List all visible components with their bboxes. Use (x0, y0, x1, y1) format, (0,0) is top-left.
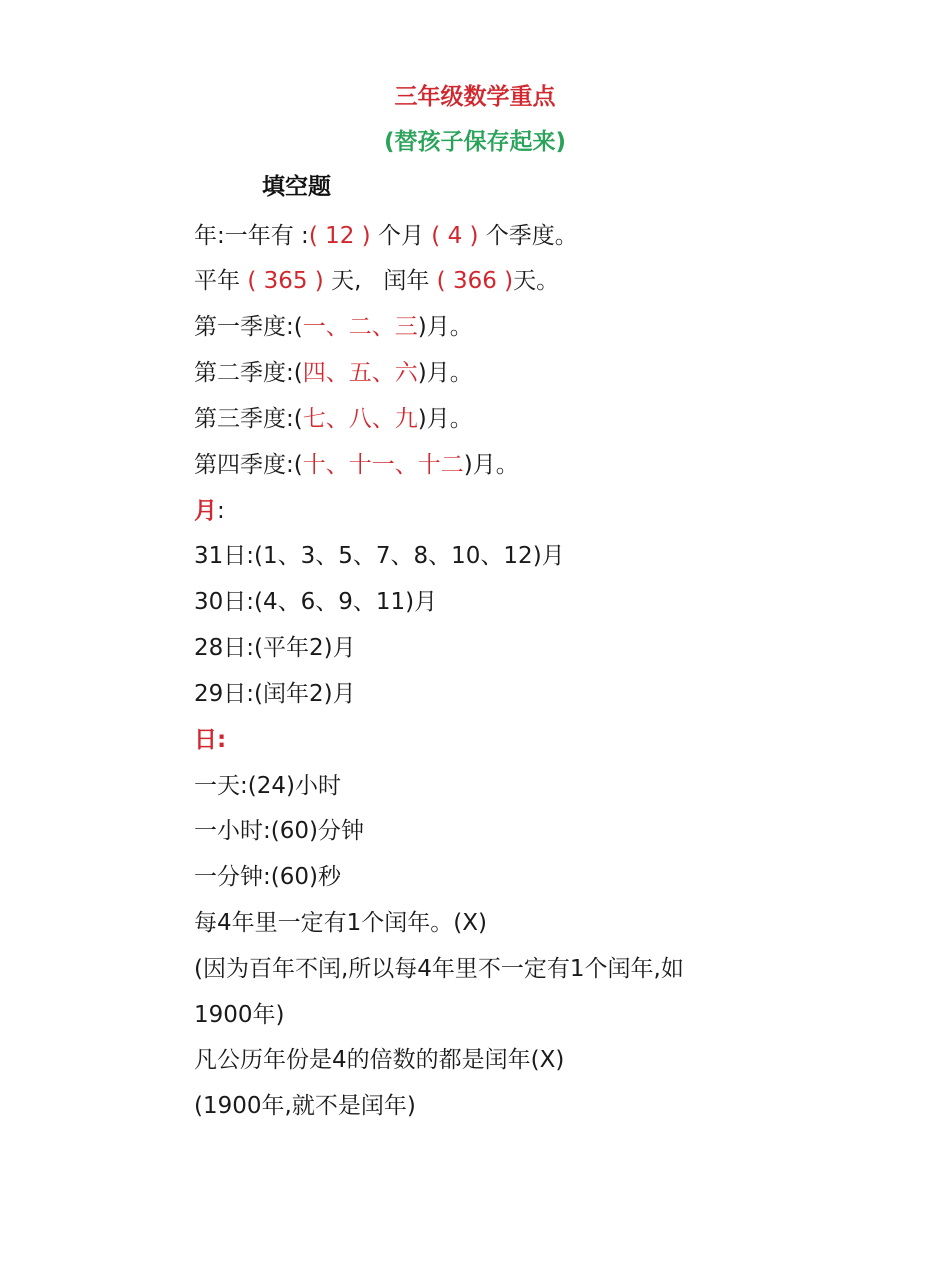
year-line-mid: 个月 (370, 223, 432, 249)
quarter-suffix: )月。 (417, 406, 473, 432)
months-value: ( 12 ) (308, 223, 371, 249)
common-leap-mid: 天, 闰年 (323, 268, 437, 294)
quarter-line (194, 404, 473, 434)
month-heading (194, 496, 225, 526)
day-heading: 日: (194, 727, 227, 753)
quarter-line (194, 450, 519, 480)
common-leap-prefix: 平年 (194, 268, 248, 294)
leap-year-statement: 每4年里一定有1个闰年。(X) (194, 910, 487, 936)
quarter-months-value: 一、二、三 (302, 314, 418, 340)
common-leap-suffix: 天。 (513, 268, 560, 294)
quarter-line (194, 312, 473, 342)
day-fact-line: 一小时:(60)分钟 (194, 818, 364, 844)
year-line-suffix: 个季度。 (478, 223, 578, 249)
common-leap-days-line (194, 266, 559, 296)
document-title: 三年级数学重点 (394, 84, 556, 110)
leap-year-explanation: (1900年,就不是闰年) (194, 1093, 416, 1119)
month-heading-label: 月 (194, 498, 217, 524)
month-days-line: 28日:(平年2)月 (194, 635, 356, 661)
leap-year-days-value: ( 366 ) (436, 268, 514, 294)
quarter-months-value: 十、十一、十二 (302, 452, 464, 478)
quarter-line (194, 358, 473, 388)
month-days-line: 29日:(闰年2)月 (194, 681, 356, 707)
year-months-line (194, 221, 578, 251)
leap-year-statement: 凡公历年份是4的倍数的都是闰年(X) (194, 1047, 565, 1073)
quarter-label: 第三季度:( (194, 406, 303, 432)
quarter-suffix: )月。 (417, 360, 473, 386)
day-fact-line: 一分钟:(60)秒 (194, 864, 341, 890)
quarter-label: 第一季度:( (194, 314, 303, 340)
common-year-days-value: ( 365 ) (247, 268, 324, 294)
quarter-label: 第二季度:( (194, 360, 303, 386)
leap-year-explanation: 1900年) (194, 1002, 285, 1028)
document-subtitle: (替孩子保存起来) (383, 129, 567, 155)
quarter-label: 第四季度:( (194, 452, 303, 478)
quarter-months-value: 七、八、九 (302, 406, 418, 432)
month-days-line: 30日:(4、6、9、11)月 (194, 589, 438, 615)
leap-year-explanation: (因为百年不闰,所以每4年里不一定有1个闰年,如 (194, 956, 684, 982)
quarter-suffix: )月。 (463, 452, 519, 478)
month-days-line: 31日:(1、3、5、7、8、10、12)月 (194, 543, 565, 569)
month-heading-colon: : (217, 498, 225, 524)
quarter-suffix: )月。 (417, 314, 473, 340)
day-fact-line: 一天:(24)小时 (194, 773, 341, 799)
quarter-months-value: 四、五、六 (302, 360, 418, 386)
year-line-prefix: 年:一年有 : (194, 223, 309, 249)
section-heading: 填空题 (262, 174, 331, 200)
seasons-value: ( 4 ) (431, 223, 479, 249)
